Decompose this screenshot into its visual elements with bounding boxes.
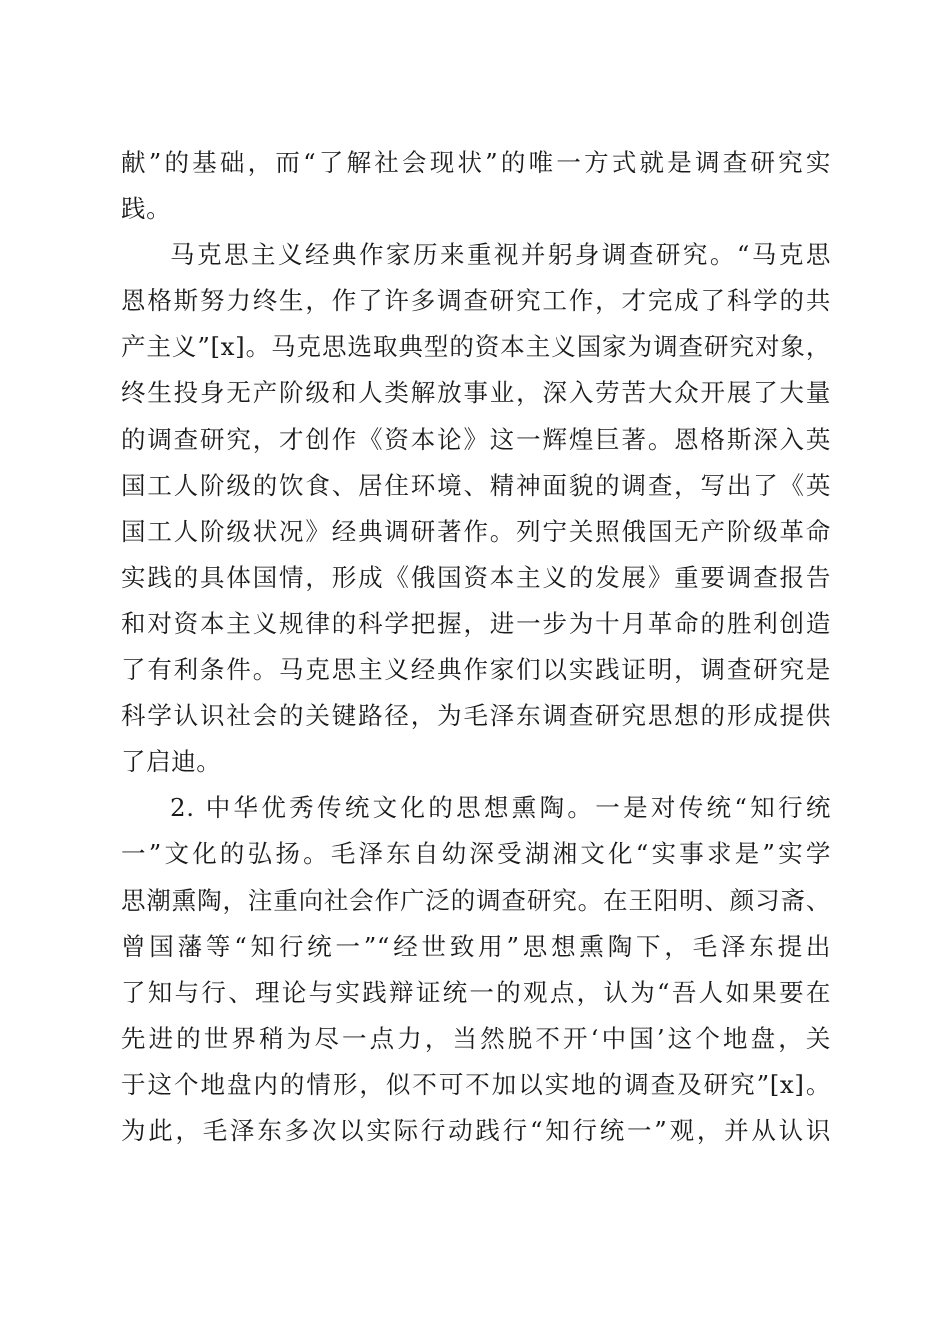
text-line: 恩格斯努力终生，作了许多调查研究工作，才完成了科学的共	[121, 286, 831, 316]
text-line: 了启迪。	[121, 747, 222, 777]
text-line: 和对资本主义规律的科学把握，进一步为十月革命的胜利创造	[121, 608, 831, 638]
text-line: 实践的具体国情，形成《俄国资本主义的发展》重要调查报告	[121, 562, 831, 592]
text-line: 践。	[121, 194, 172, 224]
text-line: 一”文化的弘扬。毛泽东自幼深受湖湘文化“实事求是”实学	[121, 839, 831, 869]
text-line: 献”的基础，而“了解社会现状”的唯一方式就是调查研究实	[121, 148, 831, 177]
text-line: 思潮熏陶，注重向社会作广泛的调查研究。在王阳明、颜习斋、	[121, 885, 831, 915]
text-line: 为此，毛泽东多次以实际行动践行“知行统一”观，并从认识	[121, 1115, 831, 1145]
text-line: 马克思主义经典作家历来重视并躬身调查研究。“马克思	[170, 240, 831, 270]
text-line: 了知与行、理论与实践辩证统一的观点，认为“吾人如果要在	[121, 977, 831, 1007]
text-line: 了有利条件。马克思主义经典作家们以实践证明，调查研究是	[121, 655, 831, 685]
text-line: 科学认识社会的关键路径，为毛泽东调查研究思想的形成提供	[121, 701, 831, 731]
body-text	[121, 140, 831, 1154]
text-line: 于这个地盘内的情形，似不可不加以实地的调查及研究”[x]。	[121, 1069, 831, 1099]
text-line: 的调查研究，才创作《资本论》这一辉煌巨著。恩格斯深入英	[121, 424, 831, 454]
text-line: 国工人阶级状况》经典调研著作。列宁关照俄国无产阶级革命	[121, 516, 831, 546]
text-line: 曾国藩等“知行统一”“经世致用”思想熏陶下，毛泽东提出	[121, 931, 831, 961]
text-line: 产主义”[x]。马克思选取典型的资本主义国家为调查研究对象，	[121, 332, 831, 362]
text-line: 2. 中华优秀传统文化的思想熏陶。一是对传统“知行统	[170, 793, 831, 823]
text-line: 先进的世界稍为尽一点力，当然脱不开‘中国’这个地盘，关	[121, 1023, 831, 1053]
text-line: 终生投身无产阶级和人类解放事业，深入劳苦大众开展了大量	[121, 378, 831, 408]
text-line: 国工人阶级的饮食、居住环境、精神面貌的调查，写出了《英	[121, 470, 831, 500]
